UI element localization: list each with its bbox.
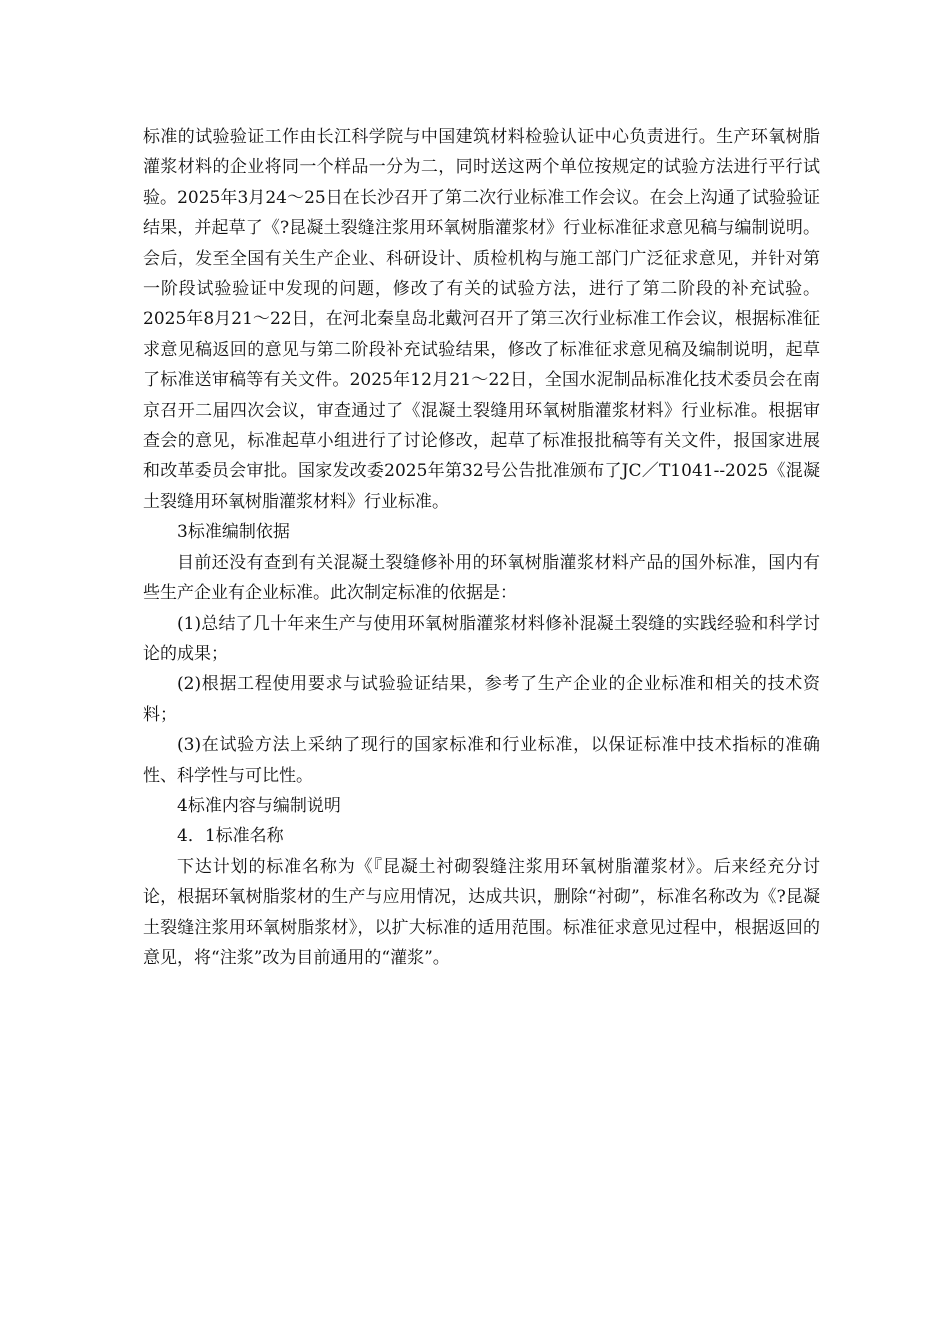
list-item-basis-2: (2)根据工程使用要求与试验验证结果，参考了生产企业的企业标准和相关的技术资料； — [143, 674, 820, 725]
section-heading-basis: 3标准编制依据 — [177, 522, 290, 543]
paragraph-validation-history: 标准的试验验证工作由长江科学院与中国建筑材料检验认证中心负责进行。生产环氧树脂灌浆材料的企业将同一个样品一分为二，同时送这两个单位按规定的试验方法进行平行试验。2025年3月24～25日在长沙召开了第二次行业标准工作会议。在会上沟通了试验验证结果，并起草了《?昆凝土裂缝注浆用环氧树脂灌浆材》行业标准征求意见稿与编制说明。会后，发至全国有关生产企业、科研设计、质检机构与施工部门广泛征求意见，并针对第一阶段试验验证中发现的问题，修改了有关的试验方法，进行了第二阶段的补充试验。2025年8月21～22日，在河北秦皇岛北戴河召开了第三次行业标准工作会议，根据标准征求意见稿返回的意见与第二阶段补充试验结果，修改了标准征求意见稿及编制说明，起草了标准送审稿等有关文件。2025年12月21～22日，全国水泥制品标准化技术委员会在南京召开二届四次会议，审查通过了《混凝土裂缝用环氧树脂灌浆材料》行业标准。根据审查会的意见，标准起草小组进行了讨论修改，起草了标准报批稿等有关文件，报国家进展和改革委员会审批。国家发改委2025年第32号公告批准颁布了JC／T1041--2025《混凝土裂缝用环氧树脂灌浆材料》行业标准。 — [143, 127, 820, 512]
paragraph-basis-intro: 目前还没有查到有关混凝土裂缝修补用的环氧树脂灌浆材料产品的国外标准，国内有些生产企业有企业标准。此次制定标准的依据是： — [143, 552, 820, 604]
document-body — [143, 122, 820, 973]
section-heading-content: 4标准内容与编制说明 — [177, 795, 341, 816]
list-item-basis-3: (3)在试验方法上采纳了现行的国家标准和行业标准，以保证标准中技术指标的准确性、科学性与可比性。 — [143, 735, 820, 786]
subsection-heading-name: 4．1标准名称 — [177, 826, 284, 847]
list-item-basis-1: (1)总结了几十年来生产与使用环氧树脂灌浆材料修补混凝土裂缝的实践经验和科学讨论的成果； — [143, 613, 820, 664]
paragraph-standard-name: 下达计划的标准名称为《『昆凝土衬砌裂缝注浆用环氧树脂灌浆材》。后来经充分讨论，根据环氧树脂浆材的生产与应用情况，达成共识，删除“衬砌”，标准名称改为《?昆凝土裂缝注浆用环氧树脂浆材》，以扩大标准的适用范围。标准征求意见过程中，根据返回的意见，将“注浆”改为目前通用的“灌浆”。 — [143, 856, 820, 968]
